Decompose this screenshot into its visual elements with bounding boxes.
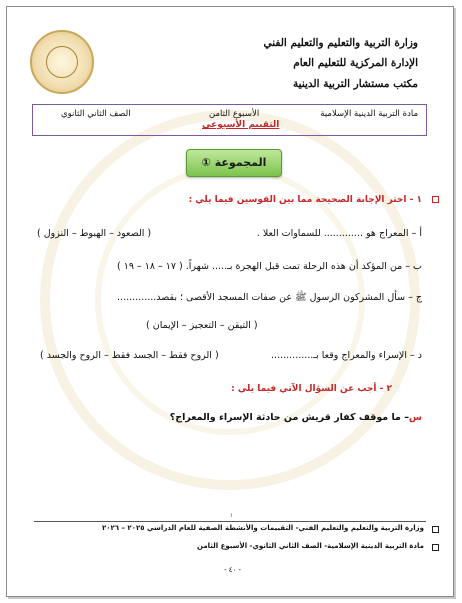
question-one-heading: ١ - اختر الإجابة الصحيحة مما بين القوسين فيما يلي : [188, 195, 422, 205]
header-office: مكتب مستشار التربية الدينية [293, 78, 418, 90]
footer-line-2: مادة التربية الدينية الإسلامية- الصف الثاني الثانوي- الأسبوع الثامن [197, 542, 424, 550]
footer-line-1: وزارة التربية والتعليم والتعليم الفني- التقييمات والأنشطة الصفية للعام الدراسي ٢٠٢٥ – ٢٠٢٦ [101, 524, 424, 532]
question-a-options: ( الصعود – الهبوط – النزول ) [37, 228, 152, 239]
question-c: ج – سأل المشركون الرسول ﷺ عن صفات المسجد الأقصى ؛ بقصد............. [117, 292, 422, 303]
ministry-logo [30, 30, 94, 94]
page-number: - ٤٠ - [224, 566, 242, 574]
question-a: أ – المعراج هو ............. للسماوات العلا . [256, 228, 422, 239]
question-bullet [432, 196, 439, 203]
group-one-button[interactable]: المجموعة ① [186, 149, 282, 177]
question-b: ب – من المؤكد أن هذه الرحلة تمت قبل الهجرة بـ..... شهراً. ( ١٧ – ١٨ – ١٩ ) [117, 261, 422, 272]
week-label: الأسبوع الثامن [209, 109, 260, 119]
question-two-prefix: س [408, 412, 422, 423]
header-ministry: وزارة التربية والتعليم والتعليم الفني [263, 37, 418, 49]
question-two-heading: ٢ - أجب عن السؤال الآتي فيما يلي : [231, 384, 392, 394]
subject-label: مادة التربية الدينية الإسلامية [320, 109, 418, 119]
question-two-text: – ما موقف كفار قريش من حادثة الإسراء والمعراج؟ [169, 412, 409, 423]
question-d-options: ( الروح فقط – الجسد فقط – الروح والجسد ) [40, 350, 219, 361]
header-directorate: الإدارة المركزية للتعليم العام [293, 57, 418, 69]
footer-divider [34, 521, 426, 522]
footer-mark: ١ [230, 512, 234, 519]
footer-bullet-2 [432, 544, 439, 551]
question-c-options: ( التيقن – التعجيز – الإيمان ) [146, 320, 258, 331]
grade-label: الصف الثاني الثانوي [61, 109, 131, 119]
weekly-evaluation-title: التقييم الأسبوعي [202, 120, 280, 130]
footer-bullet-1 [432, 526, 439, 533]
question-d: د – الإسراء والمعراج وقعا بـ.............. [271, 350, 422, 361]
